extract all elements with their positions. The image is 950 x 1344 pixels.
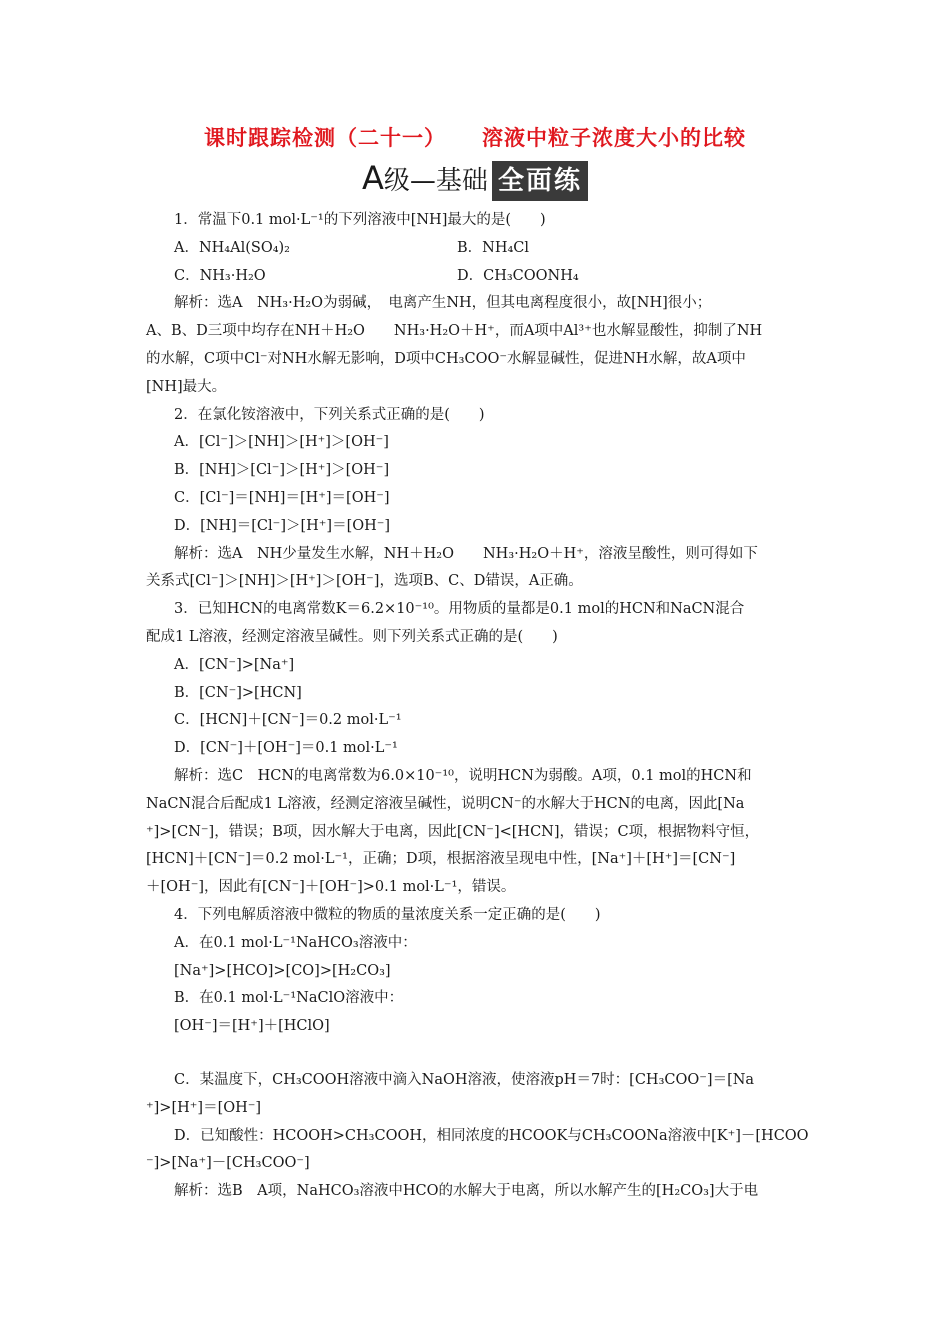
option-row xyxy=(146,263,812,291)
text-line: 2．在氯化铵溶液中，下列关系式正确的是( ) xyxy=(174,406,485,423)
text-line: 3．已知HCN的电离常数K＝6.2×10⁻¹⁰。用物质的量都是0.1 mol的HCN和NaCN混合 xyxy=(174,601,745,618)
text-line: ⁻]>[Na⁺]－[CH₃COO⁻] xyxy=(146,1155,310,1172)
text-line: ⁺]>[H⁺]＝[OH⁻] xyxy=(146,1099,262,1116)
text-line: D．已知酸性：HCOOH>CH₃COOH，相同浓度的HCOOK与CH₃COONa溶液中[K⁺]－[HCOO xyxy=(174,1127,809,1144)
option-row xyxy=(146,235,812,263)
text-line: B．[CN⁻]>[HCN] xyxy=(174,684,302,701)
text-line: A．[Cl⁻]＞[NH]＞[H⁺]＞[OH⁻] xyxy=(174,434,389,451)
text-line: NaCN混合后配成1 L溶液，经测定溶液呈碱性，说明CN⁻的水解大于HCN的电离，因此[Na xyxy=(146,795,745,812)
title-part1: 课时跟踪检测（二十一） xyxy=(204,126,446,150)
text-line: 的水解，C项中Cl⁻对NH水解无影响，D项中CH₃COO⁻水解显碱性，促进NH水解，故A项中 xyxy=(146,350,746,367)
level-heading xyxy=(0,158,950,201)
option-text: B．NH₄Cl xyxy=(457,239,530,256)
text-line: C．某温度下，CH₃COOH溶液中滴入NaOH溶液，使溶液pH＝7时：[CH₃COO⁻]＝[Na xyxy=(174,1071,755,1088)
text-line: 解析：选B A项，NaHCO₃溶液中HCO的水解大于电离，所以水解产生的[H₂CO₃]大于电 xyxy=(174,1183,759,1200)
text-line: [Na⁺]>[HCO]>[CO]>[H₂CO₃] xyxy=(174,962,391,979)
document-body xyxy=(146,207,812,1206)
text-line: 4．下列电解质溶液中微粒的物质的量浓度关系一定正确的是( ) xyxy=(174,906,601,923)
text-line: A．在0.1 mol·L⁻¹NaHCO₃溶液中： xyxy=(174,934,417,951)
text-line: 配成1 L溶液，经测定溶液呈碱性。则下列关系式正确的是( ) xyxy=(146,628,558,645)
level-badge: 全面练 xyxy=(492,161,588,201)
text-line: A、B、D三项中均存在NH＋H₂O NH₃·H₂O＋H⁺，而A项中Al³⁺也水解显酸性，抑制了NH xyxy=(146,323,763,340)
option-text: A．NH₄Al(SO₄)₂ xyxy=(174,239,290,256)
text-line: 解析：选A NH₃·H₂O为弱碱， 电离产生NH，但其电离程度很小，故[NH]很小； xyxy=(174,295,712,312)
text-line: [OH⁻]＝[H⁺]＋[HClO] xyxy=(174,1018,330,1035)
text-line: [NH]最大。 xyxy=(146,378,227,395)
text-line: C．[Cl⁻]＝[NH]＝[H⁺]＝[OH⁻] xyxy=(174,489,390,506)
option-text: D．CH₃COONH₄ xyxy=(457,267,579,284)
text-line: D．[CN⁻]＋[OH⁻]＝0.1 mol·L⁻¹ xyxy=(174,740,398,757)
option-text: C．NH₃·H₂O xyxy=(174,267,266,284)
text-line: D．[NH]＝[Cl⁻]＞[H⁺]＝[OH⁻] xyxy=(174,517,391,534)
text-line: 1．常温下0.1 mol·L⁻¹的下列溶液中[NH]最大的是( ) xyxy=(174,212,546,228)
level-text: 级—基础 xyxy=(383,166,488,196)
title-part2: 溶液中粒子浓度大小的比较 xyxy=(482,126,746,150)
blank-line xyxy=(146,1041,812,1067)
text-line: ＋[OH⁻]，因此有[CN⁻]＋[OH⁻]>0.1 mol·L⁻¹，错误。 xyxy=(146,879,516,896)
page-title xyxy=(0,122,950,152)
text-line: B．在0.1 mol·L⁻¹NaClO溶液中： xyxy=(174,990,404,1007)
text-line: 关系式[Cl⁻]＞[NH]＞[H⁺]＞[OH⁻]，选项B、C、D错误，A正确。 xyxy=(146,573,583,590)
text-line: A．[CN⁻]>[Na⁺] xyxy=(174,656,295,673)
text-line: 解析：选A NH少量发生水解，NH＋H₂O NH₃·H₂O＋H⁺，溶液呈酸性，则可得如下 xyxy=(174,545,758,562)
level-letter: A xyxy=(362,159,384,197)
text-line: ⁺]>[CN⁻]，错误；B项，因水解大于电离，因此[CN⁻]<[HCN]，错误；C项，根据物料守恒， xyxy=(146,823,760,840)
text-line: B．[NH]＞[Cl⁻]＞[H⁺]＞[OH⁻] xyxy=(174,462,390,479)
text-line: [HCN]＋[CN⁻]＝0.2 mol·L⁻¹，正确；D项，根据溶液呈现电中性，[Na⁺]＋[H⁺]＝[CN⁻] xyxy=(146,851,736,868)
text-line: C．[HCN]＋[CN⁻]＝0.2 mol·L⁻¹ xyxy=(174,712,402,729)
text-line: 解析：选C HCN的电离常数为6.0×10⁻¹⁰，说明HCN为弱酸。A项，0.1 mol的HCN和 xyxy=(174,767,752,784)
